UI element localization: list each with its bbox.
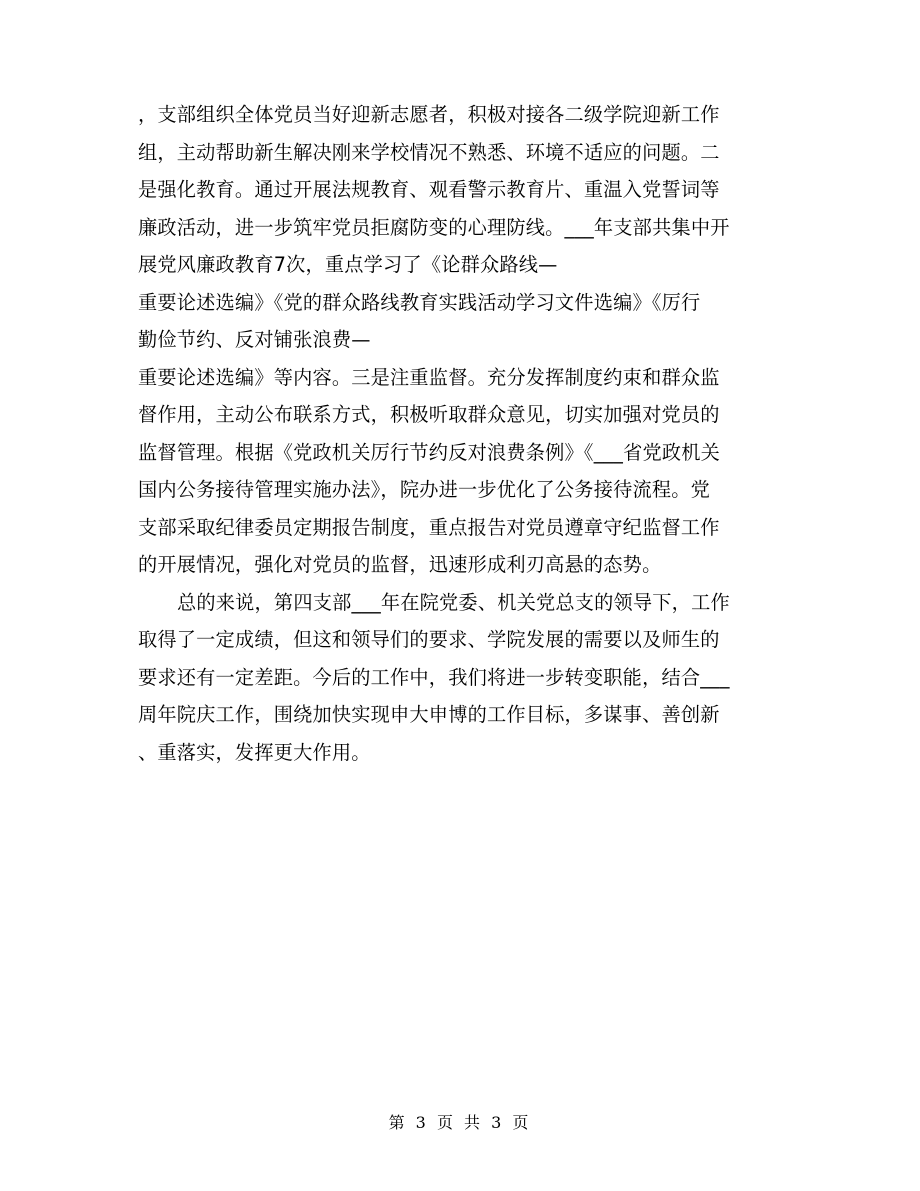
text-line: 廉政活动，进一步筑牢党员拒腐防变的心理防线。___年支部共集中开 <box>138 215 730 239</box>
text-line: 的开展情况，强化对党员的监督，迅速形成利刃高悬的态势。 <box>138 553 662 576</box>
paragraph-oversight <box>138 96 788 584</box>
text-line: 总的来说，第四支部___年在院党委、机关党总支的领导下，工作 <box>177 590 730 614</box>
text-line: 展党风廉政教育7次，重点学习了《论群众路线— <box>138 253 558 276</box>
document-body <box>138 96 788 771</box>
text-line: 要求还有一定差距。今后的工作中，我们将进一步转变职能，结合___ <box>138 665 730 689</box>
text-line: 取得了一定成绩，但这和领导们的要求、学院发展的需要以及师生的 <box>138 628 720 651</box>
text-line: 督作用，主动公布联系方式，积极听取群众意见，切实加强对党员的 <box>138 403 720 426</box>
text-line: ，支部组织全体党员当好迎新志愿者，积极对接各二级学院迎新工作 <box>138 103 720 126</box>
paragraph-summary <box>138 584 788 772</box>
text-line: 组，主动帮助新生解决刚来学校情况不熟悉、环境不适应的问题。二 <box>138 140 720 164</box>
text-line: 监督管理。根据《党政机关厉行节约反对浪费条例》《___省党政机关 <box>138 440 721 464</box>
text-line: 、重落实，发挥更大作用。 <box>138 740 371 764</box>
text-line: 国内公务接待管理实施办法》，院办进一步优化了公务接待流程。党 <box>138 478 711 501</box>
text-line: 支部采取纪律委员定期报告制度，重点报告对党员遵章守纪监督工作 <box>138 515 720 539</box>
text-line: 重要论述选编》等内容。三是注重监督。充分发挥制度约束和群众监 <box>138 365 720 389</box>
text-line: 重要论述选编》《党的群众路线教育实践活动学习文件选编》《厉行 <box>138 290 701 314</box>
text-line: 勤俭节约、反对铺张浪费— <box>138 328 371 351</box>
text-line: 周年院庆工作，围绕加快实现申大申博的工作目标，多谋事、善创新 <box>138 703 720 726</box>
text-line: 是强化教育。通过开展法规教育、观看警示教育片、重温入党誓词等 <box>138 178 720 201</box>
page-number-footer: 第 3 页 共 3 页 <box>388 1113 532 1132</box>
